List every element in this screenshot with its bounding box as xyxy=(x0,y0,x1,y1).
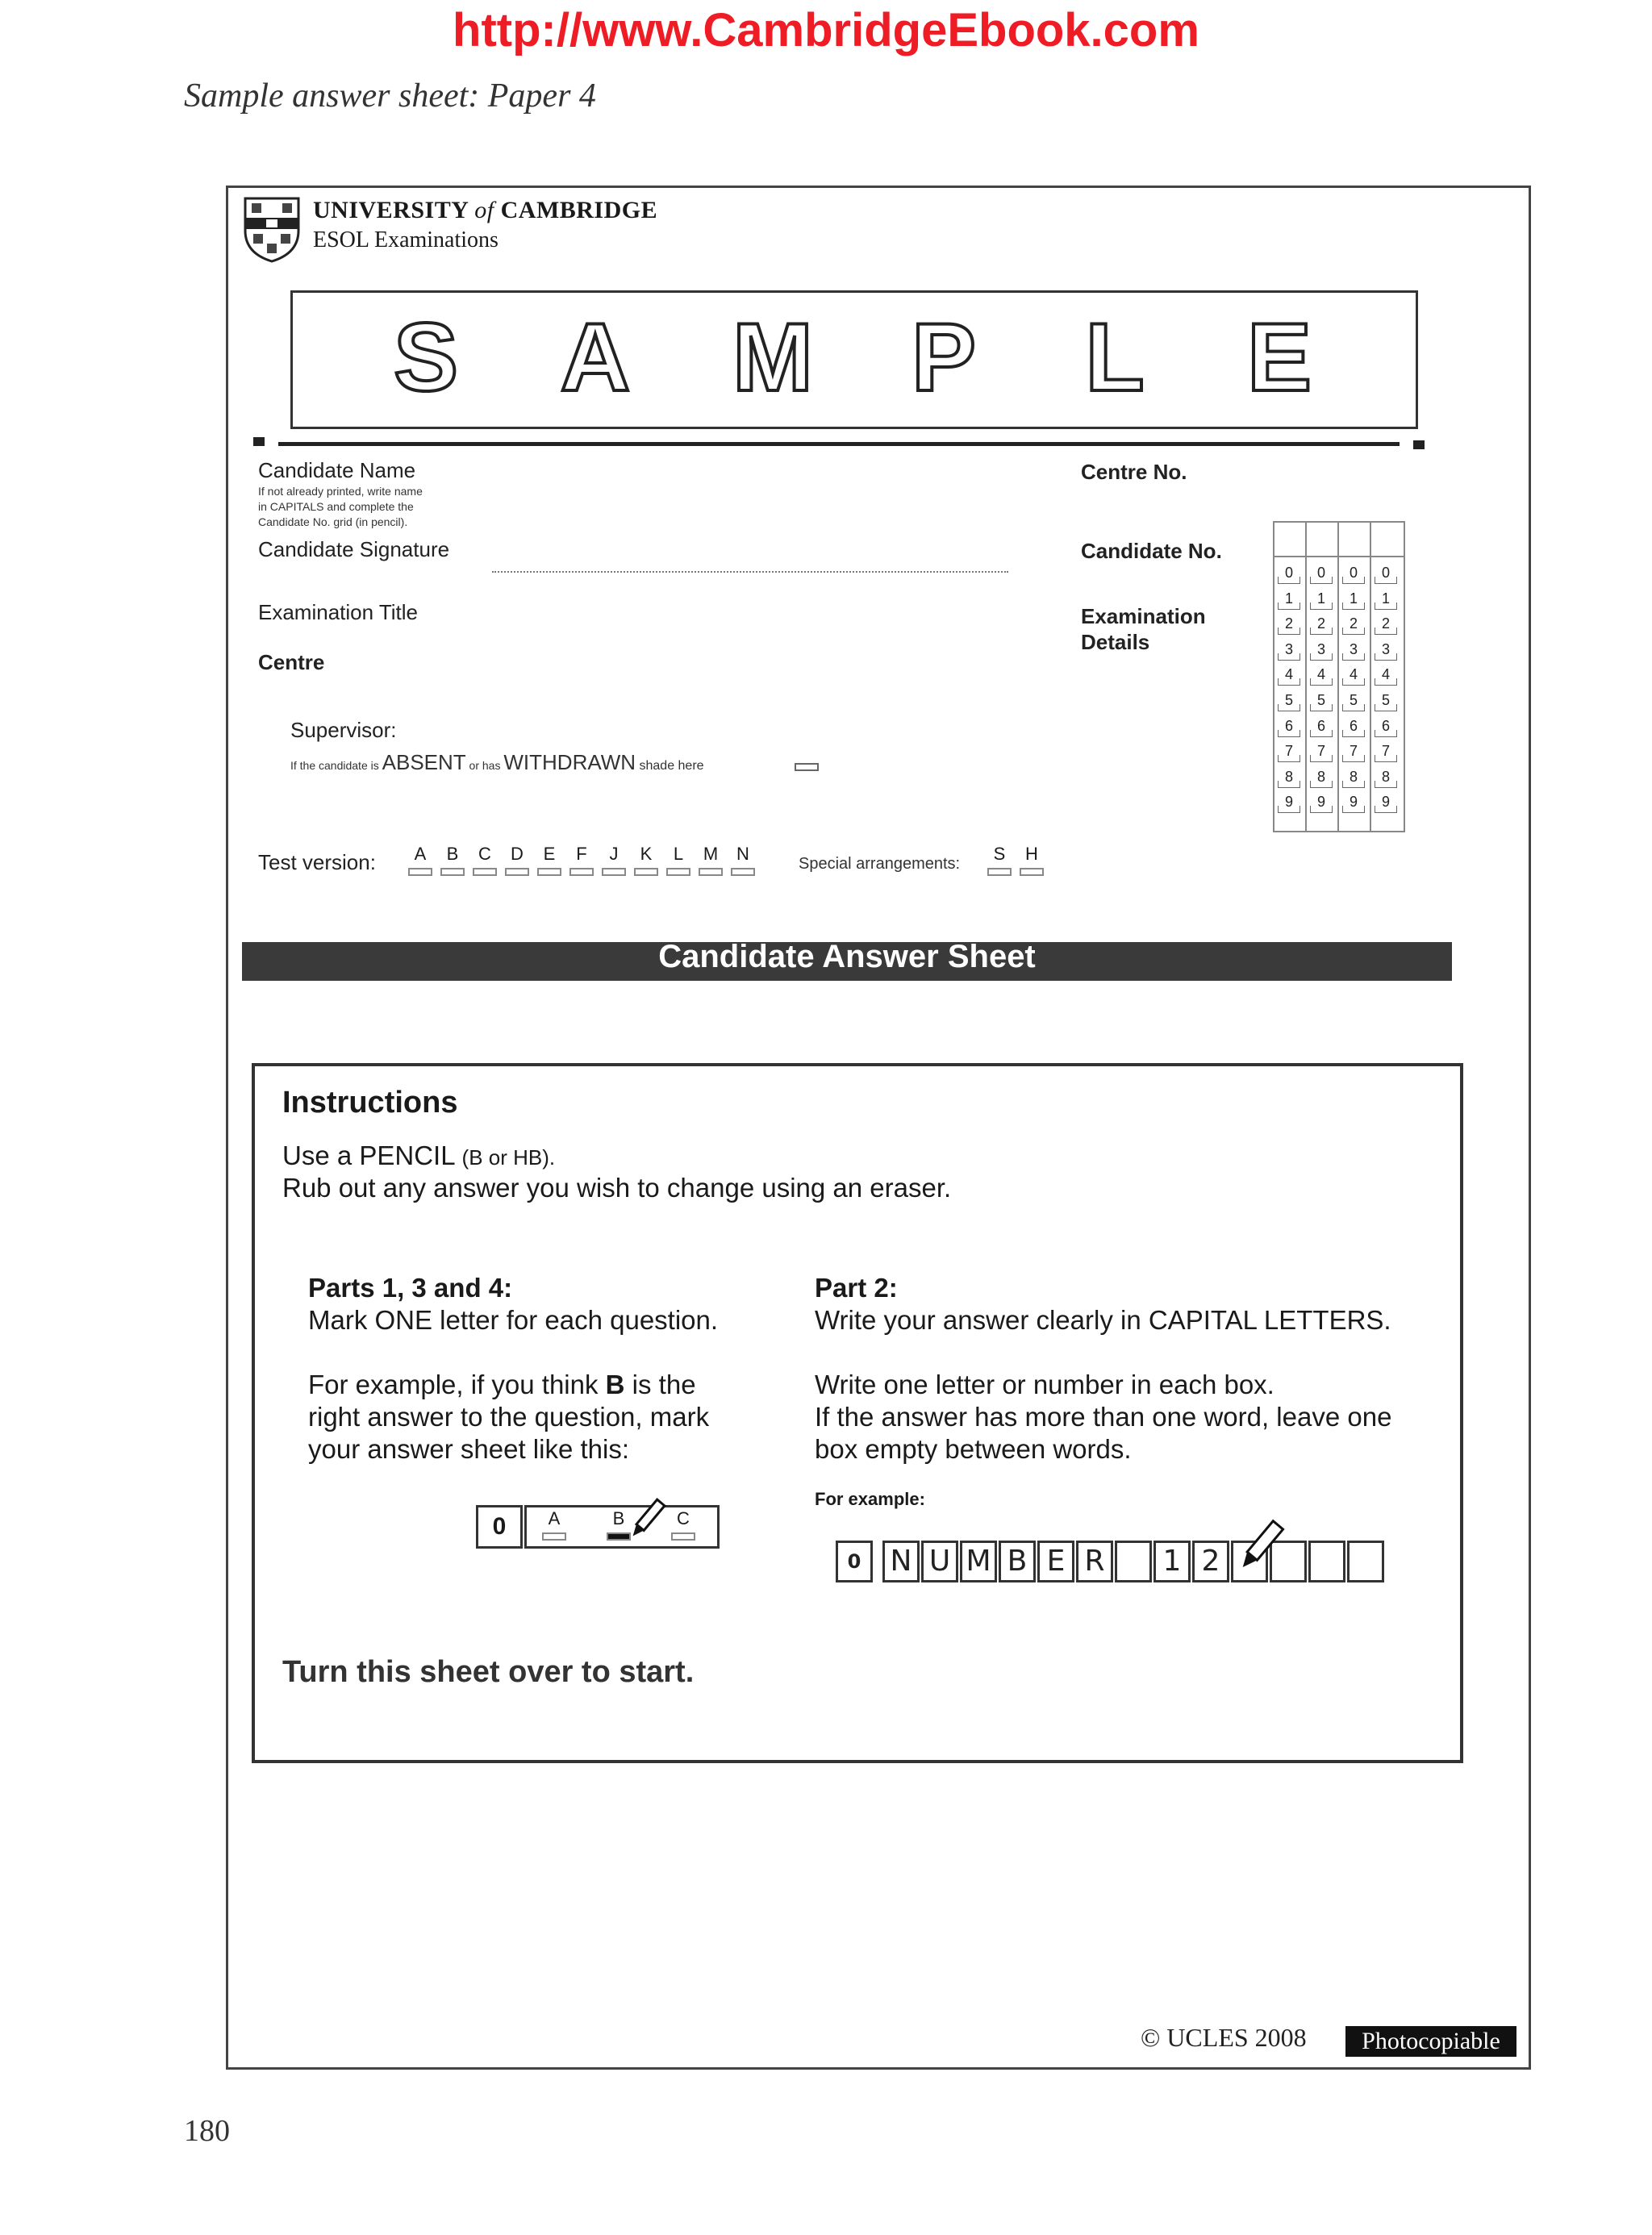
pencil-icon xyxy=(1226,1516,1291,1581)
test-version-option-k[interactable]: K xyxy=(632,844,660,876)
digit-option-3[interactable]: 3 xyxy=(1339,641,1368,661)
digit-option-0[interactable]: 0 xyxy=(1371,565,1400,584)
digit-option-5[interactable]: 5 xyxy=(1339,692,1368,711)
digit-option-1[interactable]: 1 xyxy=(1371,590,1400,610)
example-letter-box xyxy=(1308,1541,1345,1582)
parts-134-line2: For example, if you think B is the xyxy=(308,1370,696,1399)
digit-option-6[interactable]: 6 xyxy=(1339,718,1368,737)
turn-over-text: Turn this sheet over to start. xyxy=(282,1655,695,1689)
example-option-b: B xyxy=(605,1508,632,1541)
example-option-a: A xyxy=(540,1508,568,1541)
sample-letter: P xyxy=(911,303,977,411)
example-letter-box: M xyxy=(960,1541,997,1582)
digit-option-4[interactable]: 4 xyxy=(1339,666,1368,686)
instruction-line-pencil: Use a PENCIL (B or HB). xyxy=(282,1140,556,1170)
signature-line[interactable] xyxy=(492,569,1008,573)
digit-option-6[interactable]: 6 xyxy=(1307,718,1336,737)
digit-option-7[interactable]: 7 xyxy=(1371,743,1400,762)
digit-option-7[interactable]: 7 xyxy=(1307,743,1336,762)
parts-134-line4: your answer sheet like this: xyxy=(308,1434,630,1464)
digit-option-9[interactable]: 9 xyxy=(1371,794,1400,813)
example2-question-number: 0 xyxy=(836,1541,873,1582)
source-url[interactable]: http://www.CambridgeEbook.com xyxy=(453,4,1199,56)
special-arrangements-label: Special arrangements: xyxy=(799,855,961,873)
digit-option-0[interactable]: 0 xyxy=(1339,565,1368,584)
sample-letter: M xyxy=(732,303,813,411)
digit-option-3[interactable]: 3 xyxy=(1274,641,1304,661)
test-version-option-f[interactable]: F xyxy=(568,844,595,876)
centre-label: Centre xyxy=(258,650,325,674)
examination-details-label: Examination Details xyxy=(1081,604,1206,654)
test-version-label: Test version: xyxy=(258,850,376,874)
test-version-option-d[interactable]: D xyxy=(503,844,531,876)
digit-option-2[interactable]: 2 xyxy=(1371,615,1400,635)
copyright: © UCLES 2008 xyxy=(1141,2023,1307,2052)
test-version-option-j[interactable]: J xyxy=(600,844,628,876)
example-letter-box: 1 xyxy=(1153,1541,1191,1582)
digit-option-2[interactable]: 2 xyxy=(1307,615,1336,635)
digit-option-5[interactable]: 5 xyxy=(1371,692,1400,711)
sample-letter: A xyxy=(560,303,631,411)
digit-option-6[interactable]: 6 xyxy=(1371,718,1400,737)
digit-option-1[interactable]: 1 xyxy=(1274,590,1304,610)
part-2-line1: Write your answer clearly in CAPITAL LETTERS. xyxy=(815,1305,1391,1335)
sample-letters xyxy=(290,290,1413,424)
digit-option-0[interactable]: 0 xyxy=(1274,565,1304,584)
digit-option-3[interactable]: 3 xyxy=(1371,641,1400,661)
test-version-option-e[interactable]: E xyxy=(536,844,563,876)
digit-option-1[interactable]: 1 xyxy=(1339,590,1368,610)
example-letter-box: B xyxy=(999,1541,1036,1582)
example-letter-box: R xyxy=(1076,1541,1113,1582)
grid-header-line xyxy=(1273,556,1404,557)
test-version-option-l[interactable]: L xyxy=(665,844,692,876)
registration-mark xyxy=(253,437,265,446)
candidate-name-label: Candidate Name xyxy=(258,458,416,482)
pencil-icon xyxy=(621,1497,670,1545)
instructions-heading: Instructions xyxy=(282,1086,458,1120)
example-option-c: C xyxy=(670,1508,697,1541)
test-version-option-a[interactable]: A xyxy=(407,844,434,876)
supervisor-label: Supervisor: xyxy=(290,718,397,742)
sheet-title: Candidate Answer Sheet xyxy=(658,939,1036,974)
candidate-no-label: Candidate No. xyxy=(1081,539,1222,563)
digit-option-9[interactable]: 9 xyxy=(1307,794,1336,813)
digit-option-0[interactable]: 0 xyxy=(1307,565,1336,584)
test-version-option-b[interactable]: B xyxy=(439,844,466,876)
esol-examinations: ESOL Examinations xyxy=(313,227,499,252)
page-heading: Sample answer sheet: Paper 4 xyxy=(184,77,596,115)
example-letter-box xyxy=(1115,1541,1152,1582)
example-letter-box: N xyxy=(882,1541,920,1582)
example-letter-box: E xyxy=(1037,1541,1074,1582)
digit-option-7[interactable]: 7 xyxy=(1274,743,1304,762)
example-question-number: 0 xyxy=(476,1505,523,1549)
parts-134-line1: Mark ONE letter for each question. xyxy=(308,1305,719,1335)
examination-title-label: Examination Title xyxy=(258,600,418,624)
digit-option-8[interactable]: 8 xyxy=(1307,769,1336,788)
cambridge-crest-icon xyxy=(242,195,302,263)
example-letter-box xyxy=(1347,1541,1384,1582)
photocopiable-badge: Photocopiable xyxy=(1345,2026,1516,2057)
digit-option-7[interactable]: 7 xyxy=(1339,743,1368,762)
digit-option-9[interactable]: 9 xyxy=(1339,794,1368,813)
registration-mark xyxy=(1413,440,1425,449)
digit-option-4[interactable]: 4 xyxy=(1371,666,1400,686)
digit-option-8[interactable]: 8 xyxy=(1274,769,1304,788)
parts-134-line3: right answer to the question, mark xyxy=(308,1402,710,1432)
digit-option-5[interactable]: 5 xyxy=(1274,692,1304,711)
absent-withdrawn-note: If the candidate is ABSENT or has WITHDRAWN shade here xyxy=(290,750,704,774)
test-version-option-n[interactable]: N xyxy=(729,844,757,876)
digit-option-4[interactable]: 4 xyxy=(1274,666,1304,686)
digit-option-8[interactable]: 8 xyxy=(1339,769,1368,788)
digit-option-2[interactable]: 2 xyxy=(1339,615,1368,635)
sample-letter: S xyxy=(393,303,459,411)
test-version-option-m[interactable]: M xyxy=(697,844,724,876)
special-arrangement-option-s[interactable]: S xyxy=(986,844,1013,876)
parts-134-heading: Parts 1, 3 and 4: xyxy=(308,1273,513,1303)
for-example-label: For example: xyxy=(815,1489,925,1509)
digit-option-9[interactable]: 9 xyxy=(1274,794,1304,813)
example-letter-box: 2 xyxy=(1192,1541,1229,1582)
candidate-name-note: If not already printed, write name in CAPITALS and complete the Candidate No. grid (in pencil). xyxy=(258,485,423,528)
part-2-heading: Part 2: xyxy=(815,1273,898,1303)
example-letter-box: U xyxy=(921,1541,958,1582)
absent-shade-box[interactable] xyxy=(795,763,819,771)
digit-option-2[interactable]: 2 xyxy=(1274,615,1304,635)
digit-option-3[interactable]: 3 xyxy=(1307,641,1336,661)
sample-letter: L xyxy=(1085,303,1145,411)
part-2-line2: Write one letter or number in each box. xyxy=(815,1370,1274,1399)
divider-line xyxy=(278,442,1400,446)
digit-option-6[interactable]: 6 xyxy=(1274,718,1304,737)
instruction-line-eraser: Rub out any answer you wish to change using an eraser. xyxy=(282,1173,952,1203)
test-version-option-c[interactable]: C xyxy=(471,844,499,876)
digit-option-1[interactable]: 1 xyxy=(1307,590,1336,610)
page-number: 180 xyxy=(184,2114,230,2148)
digit-option-5[interactable]: 5 xyxy=(1307,692,1336,711)
sample-letter: E xyxy=(1246,303,1312,411)
part-2-line4: box empty between words. xyxy=(815,1434,1132,1464)
part-2-line3: If the answer has more than one word, leave one xyxy=(815,1402,1392,1432)
centre-no-label: Centre No. xyxy=(1081,460,1187,484)
university-name: UNIVERSITY of CAMBRIDGE xyxy=(313,197,658,223)
special-arrangement-option-h[interactable]: H xyxy=(1018,844,1045,876)
digit-option-4[interactable]: 4 xyxy=(1307,666,1336,686)
digit-option-8[interactable]: 8 xyxy=(1371,769,1400,788)
candidate-signature-label: Candidate Signature xyxy=(258,537,450,561)
